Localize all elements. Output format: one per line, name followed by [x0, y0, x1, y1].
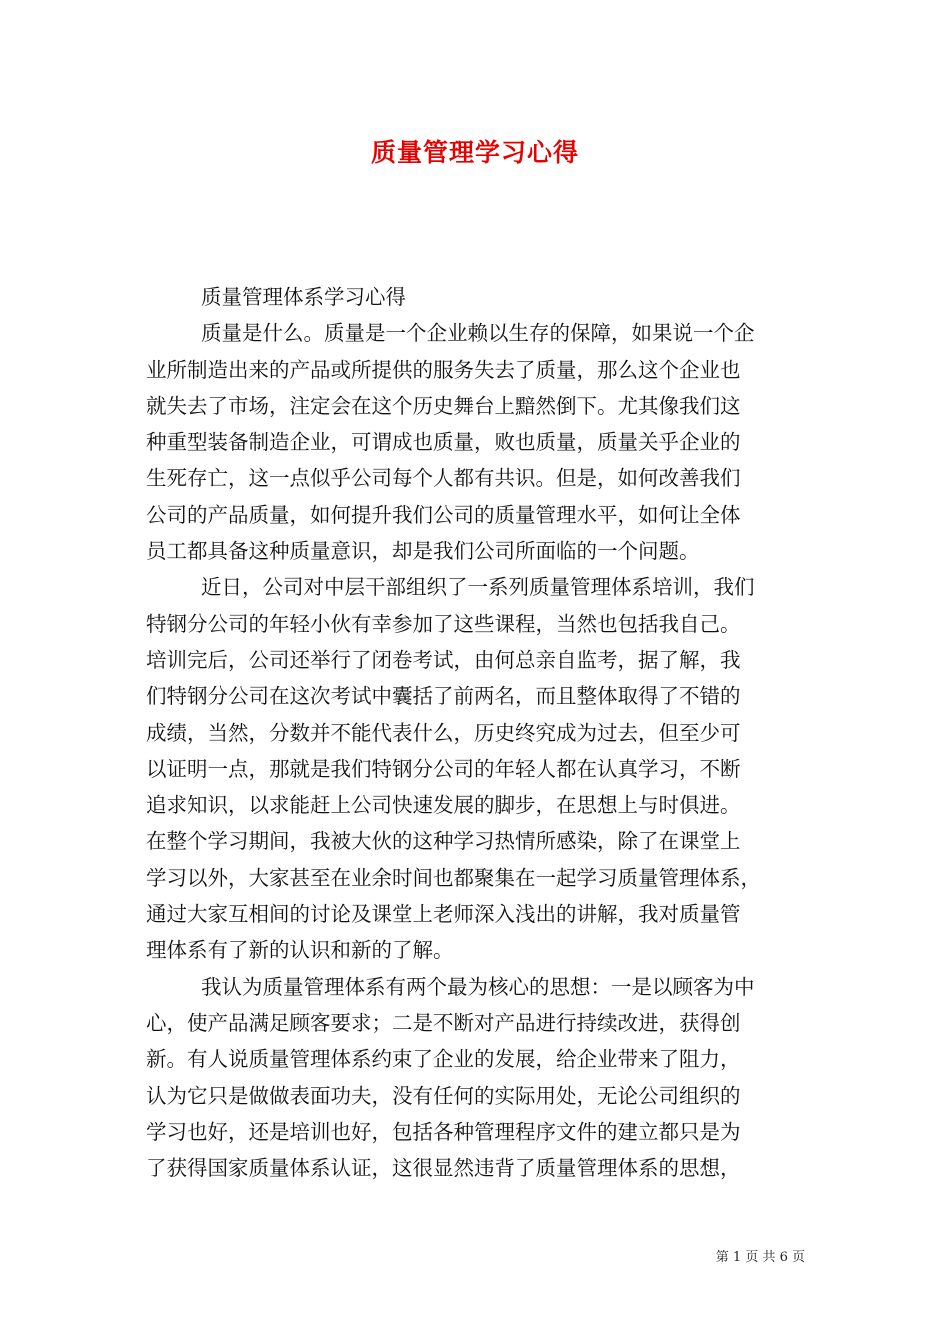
document-title: 质量管理学习心得 — [370, 138, 579, 167]
document-body — [146, 279, 816, 1186]
text-line: 成绩，当然，分数并不能代表什么，历史终究成为过去，但至少可 — [146, 720, 741, 745]
text-line: 通过大家互相间的讨论及课堂上老师深入浅出的讲解，我对质量管 — [146, 902, 741, 927]
text-line: 在整个学习期间，我被大伙的这种学习热情所感染，除了在课堂上 — [146, 829, 741, 854]
text-line: 们特钢分公司在这次考试中囊括了前两名，而且整体取得了不错的 — [146, 684, 741, 709]
text-line: 就失去了市场，注定会在这个历史舞台上黯然倒下。尤其像我们这 — [146, 393, 741, 418]
text-line: 质量管理体系学习心得 — [201, 285, 406, 309]
text-line: 生死存亡，这一点似乎公司每个人都有共识。但是，如何改善我们 — [146, 466, 741, 491]
text-line: 学习也好，还是培训也好，包括各种管理程序文件的建立都只是为 — [146, 1119, 741, 1144]
text-line: 培训完后，公司还举行了闭卷考试，由何总亲自监考，据了解，我 — [146, 647, 741, 672]
text-line: 业所制造出来的产品或所提供的服务失去了质量，那么这个企业也 — [146, 357, 741, 382]
text-line: 质量是什么。质量是一个企业赖以生存的保障，如果说一个企 — [201, 321, 755, 346]
text-line: 追求知识，以求能赶上公司快速发展的脚步，在思想上与时俱进。 — [146, 793, 741, 818]
text-line: 公司的产品质量，如何提升我们公司的质量管理水平，如何让全体 — [146, 502, 741, 527]
text-line: 新。有人说质量管理体系约束了企业的发展，给企业带来了阻力， — [146, 1047, 741, 1072]
page-footer: 第 1 页 共 6 页 — [715, 1250, 805, 1265]
text-line: 认为它只是做做表面功夫，没有任何的实际用处，无论公司组织的 — [146, 1083, 741, 1108]
text-line: 特钢分公司的年轻小伙有幸参加了这些课程，当然也包括我自己。 — [146, 611, 741, 636]
text-line: 心，使产品满足顾客要求；二是不断对产品进行持续改进，获得创 — [146, 1010, 741, 1035]
text-line: 以证明一点，那就是我们特钢分公司的年轻人都在认真学习，不断 — [146, 756, 741, 781]
text-line: 学习以外，大家甚至在业余时间也都聚集在一起学习质量管理体系， — [146, 865, 761, 890]
text-line: 我认为质量管理体系有两个最为核心的思想：一是以顾客为中 — [201, 974, 755, 999]
text-line: 理体系有了新的认识和新的了解。 — [146, 938, 454, 963]
text-line: 种重型装备制造企业，可谓成也质量，败也质量，质量关乎企业的 — [146, 430, 741, 455]
text-line: 近日，公司对中层干部组织了一系列质量管理体系培训，我们 — [201, 575, 755, 600]
text-line: 了获得国家质量体系认证，这很显然违背了质量管理体系的思想， — [146, 1156, 741, 1181]
text-line: 员工都具备这种质量意识，却是我们公司所面临的一个问题。 — [146, 539, 700, 564]
